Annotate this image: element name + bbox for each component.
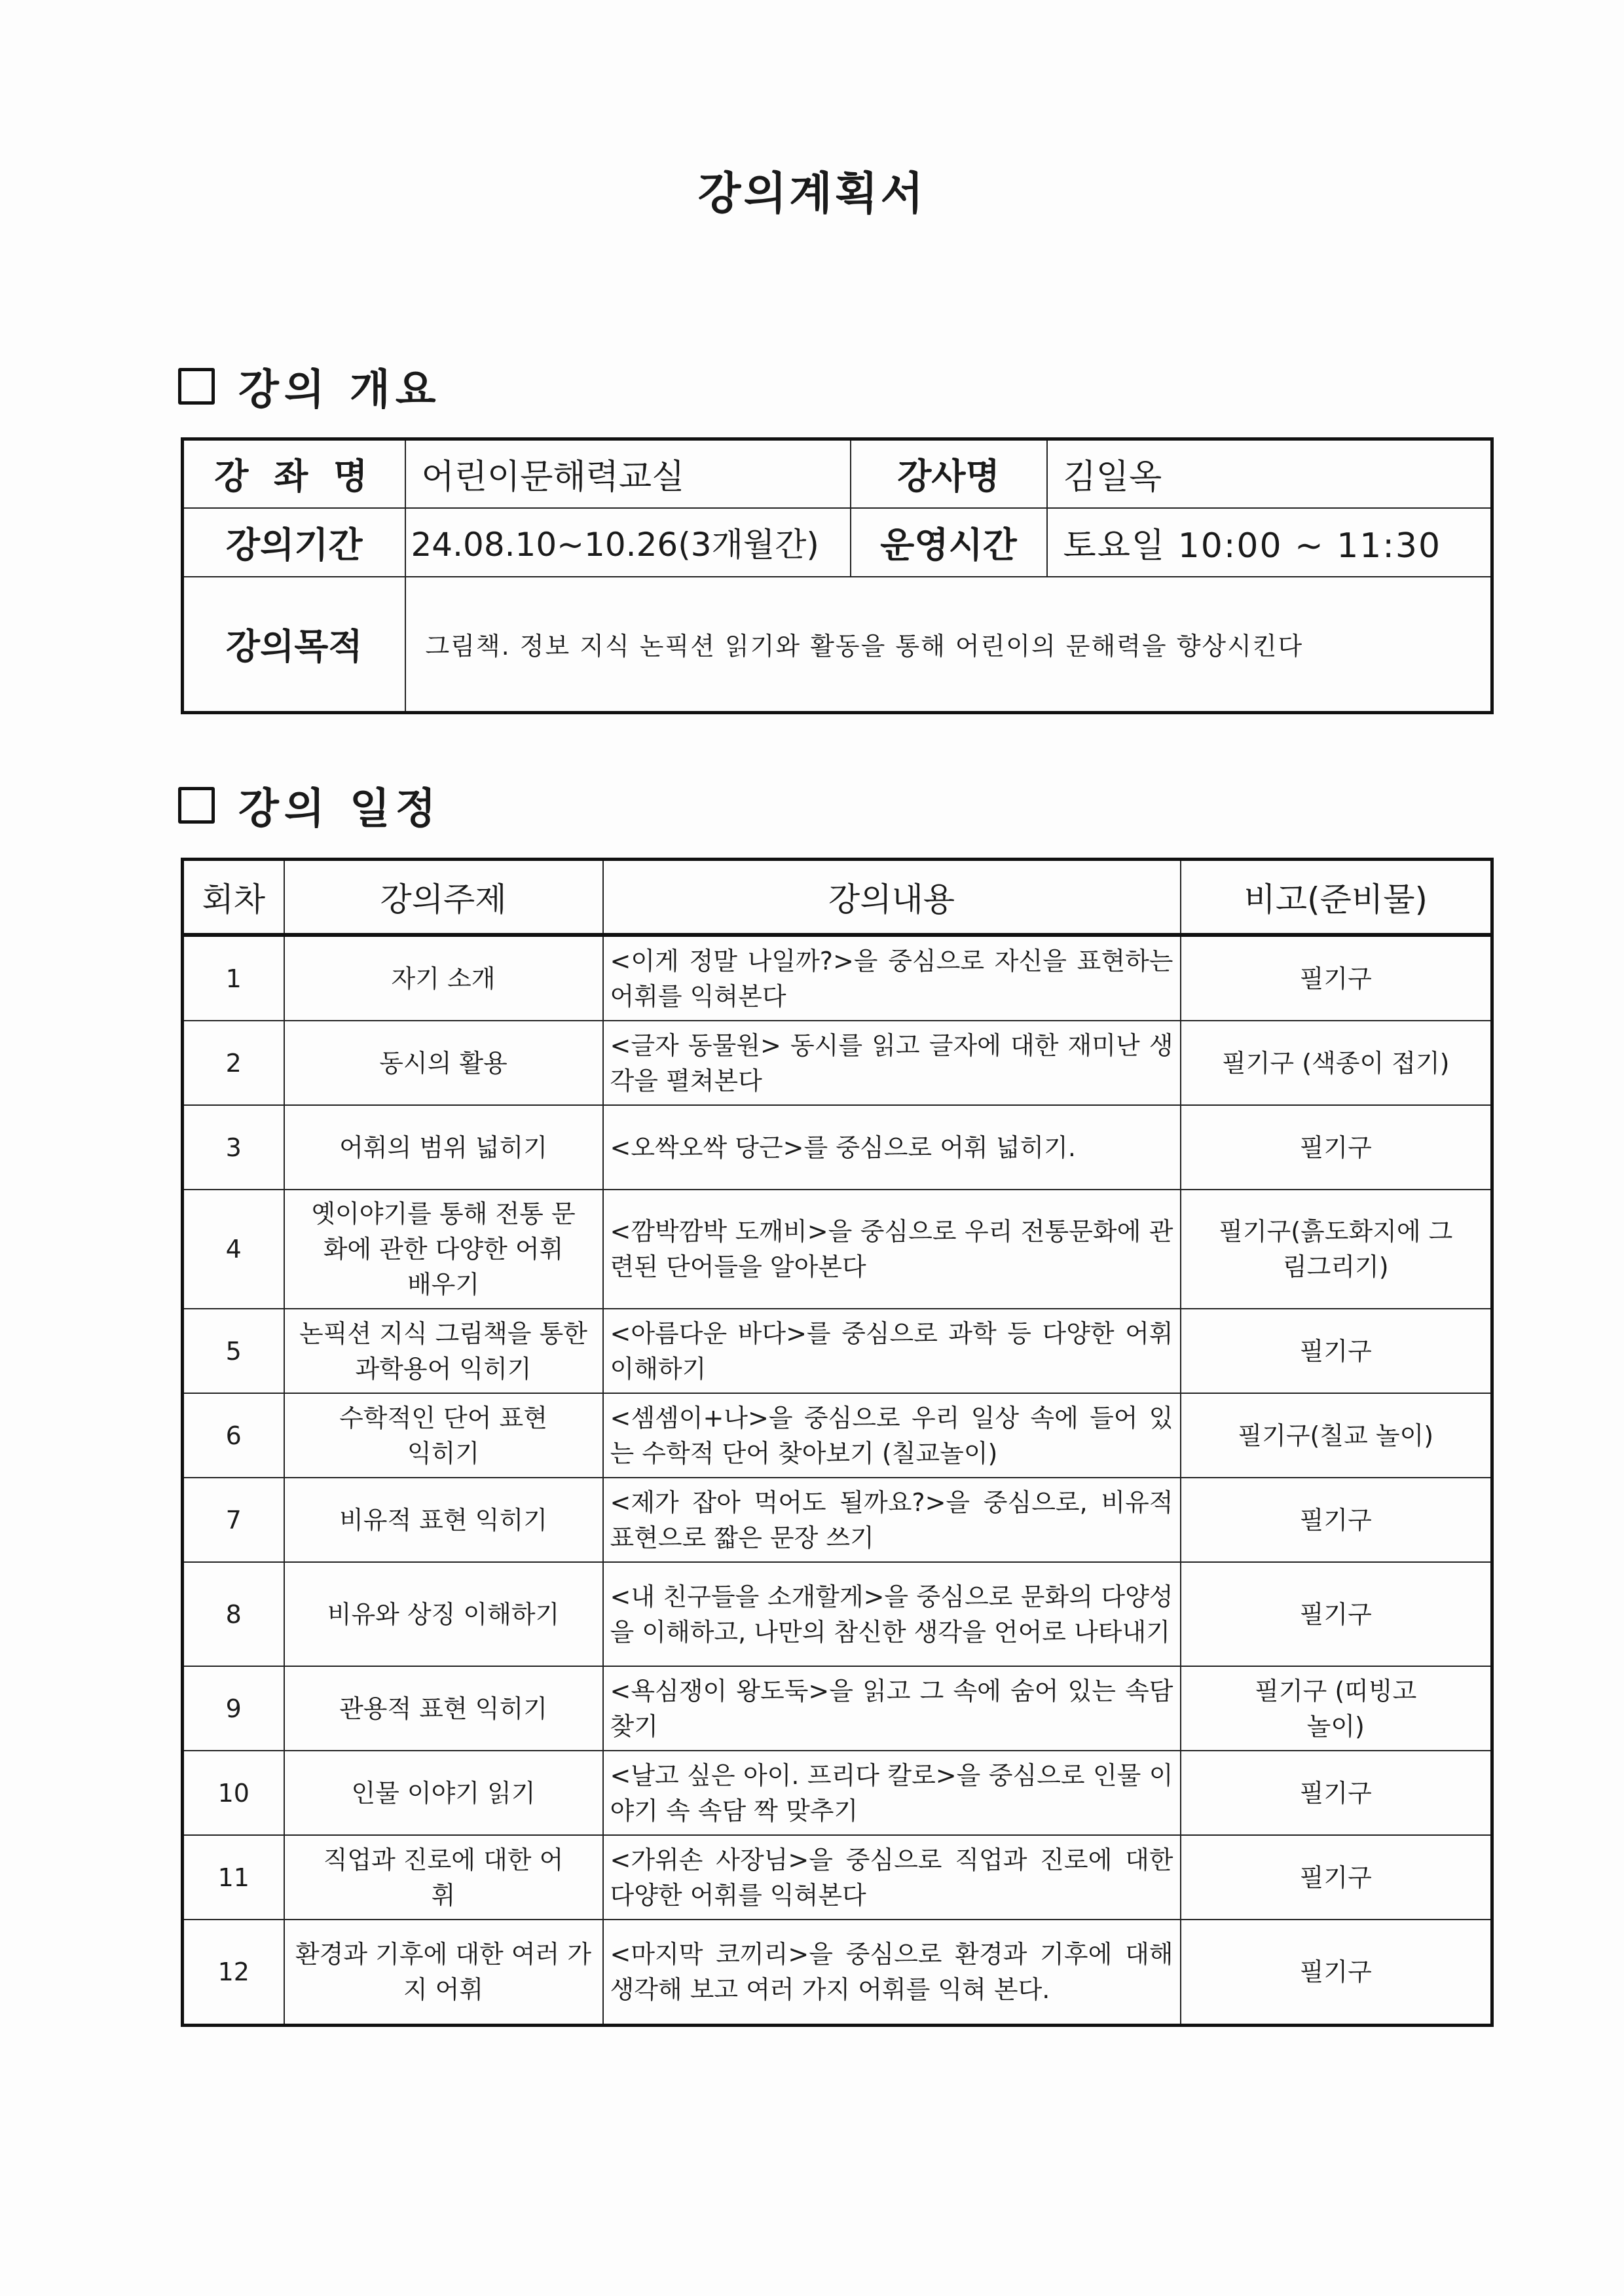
session-note: 필기구 bbox=[1181, 1478, 1492, 1562]
header-session-no: 회차 bbox=[183, 860, 284, 936]
session-content: <날고 싶은 아이. 프리다 칼로>을 중심으로 인물 이야기 속 속담 짝 맞추기 bbox=[603, 1751, 1181, 1835]
session-note: 필기구 bbox=[1181, 1751, 1492, 1835]
section-heading-schedule-text: 강의 일정 bbox=[238, 784, 441, 833]
session-content: <셈셈이+나>을 중심으로 우리 일상 속에 들어 있는 수학적 단어 찾아보기 (칠교놀이) bbox=[603, 1393, 1181, 1478]
session-note: 필기구 bbox=[1181, 1309, 1492, 1393]
purpose-value: 그림책. 정보 지식 논픽션 읽기와 활동을 통해 어린이의 문해력을 향상시킨다 bbox=[405, 577, 1492, 713]
header-note: 비고(준비물) bbox=[1181, 860, 1492, 936]
overview-row-period bbox=[183, 508, 1492, 577]
period-value: 24.08.10~10.26(3개월간) bbox=[405, 508, 851, 577]
operating-time-value: 토요일 10:00 ~ 11:30 bbox=[1047, 508, 1492, 577]
session-no: 11 bbox=[183, 1835, 284, 1920]
overview-row-course bbox=[183, 439, 1492, 508]
checkbox-square-icon bbox=[178, 368, 215, 405]
overview-table bbox=[181, 437, 1494, 714]
session-no: 3 bbox=[183, 1105, 284, 1190]
period-label: 강의기간 bbox=[183, 508, 405, 577]
overview-row-purpose bbox=[183, 577, 1492, 713]
session-topic: 비유와 상징 이해하기 bbox=[284, 1562, 603, 1666]
session-note: 필기구 bbox=[1181, 1835, 1492, 1920]
session-note: 필기구 bbox=[1181, 1562, 1492, 1666]
table-row bbox=[183, 1835, 1492, 1920]
session-note: 필기구 bbox=[1181, 935, 1492, 1021]
session-note: 필기구 (띠빙고 놀이) bbox=[1181, 1666, 1492, 1751]
session-content: <마지막 코끼리>을 중심으로 환경과 기후에 대해 생각해 보고 여러 가지 어휘를 익혀 본다. bbox=[603, 1920, 1181, 2026]
session-content: <깜박깜박 도깨비>을 중심으로 우리 전통문화에 관련된 단어들을 알아본다 bbox=[603, 1190, 1181, 1309]
session-content: <글자 동물원> 동시를 읽고 글자에 대한 재미난 생각을 펼쳐본다 bbox=[603, 1021, 1181, 1105]
session-topic: 논픽션 지식 그림책을 통한 과학용어 익히기 bbox=[284, 1309, 603, 1393]
session-no: 4 bbox=[183, 1190, 284, 1309]
session-content: <제가 잡아 먹어도 될까요?>을 중심으로, 비유적 표현으로 짧은 문장 쓰기 bbox=[603, 1478, 1181, 1562]
session-topic: 비유적 표현 익히기 bbox=[284, 1478, 603, 1562]
session-no: 8 bbox=[183, 1562, 284, 1666]
session-note: 필기구(칠교 놀이) bbox=[1181, 1393, 1492, 1478]
session-topic: 직업과 진로에 대한 어휘 bbox=[284, 1835, 603, 1920]
session-note: 필기구 bbox=[1181, 1920, 1492, 2026]
session-note: 필기구 bbox=[1181, 1105, 1492, 1190]
schedule-header-row bbox=[183, 860, 1492, 936]
purpose-label: 강의목적 bbox=[183, 577, 405, 713]
session-no: 2 bbox=[183, 1021, 284, 1105]
section-heading-overview bbox=[178, 360, 441, 412]
table-row bbox=[183, 1478, 1492, 1562]
table-row bbox=[183, 1751, 1492, 1835]
session-no: 7 bbox=[183, 1478, 284, 1562]
header-content: 강의내용 bbox=[603, 860, 1181, 936]
session-content: <아름다운 바다>를 중심으로 과학 등 다양한 어휘 이해하기 bbox=[603, 1309, 1181, 1393]
session-topic: 어휘의 범위 넓히기 bbox=[284, 1105, 603, 1190]
session-topic: 옛이야기를 통해 전통 문화에 관한 다양한 어휘 배우기 bbox=[284, 1190, 603, 1309]
session-no: 12 bbox=[183, 1920, 284, 2026]
table-row bbox=[183, 1393, 1492, 1478]
header-topic: 강의주제 bbox=[284, 860, 603, 936]
session-topic: 동시의 활용 bbox=[284, 1021, 603, 1105]
session-content: <내 친구들을 소개할게>을 중심으로 문화의 다양성을 이해하고, 나만의 참신한 생각을 언어로 나타내기 bbox=[603, 1562, 1181, 1666]
instructor-label: 강사명 bbox=[851, 439, 1047, 508]
session-no: 9 bbox=[183, 1666, 284, 1751]
session-content: <가위손 사장님>을 중심으로 직업과 진로에 대한 다양한 어휘를 익혀본다 bbox=[603, 1835, 1181, 1920]
session-content: <오싹오싹 당근>를 중심으로 어휘 넓히기. bbox=[603, 1105, 1181, 1190]
section-heading-overview-text: 강의 개요 bbox=[238, 365, 441, 414]
session-note: 필기구 (색종이 접기) bbox=[1181, 1021, 1492, 1105]
table-row bbox=[183, 1190, 1492, 1309]
table-row bbox=[183, 1920, 1492, 2026]
document-title: 강의계획서 bbox=[697, 168, 927, 220]
course-name-label: 강 좌 명 bbox=[183, 439, 405, 508]
operating-time-label: 운영시간 bbox=[851, 508, 1047, 577]
instructor-value: 김일옥 bbox=[1047, 439, 1492, 508]
section-heading-schedule bbox=[178, 779, 441, 831]
session-no: 10 bbox=[183, 1751, 284, 1835]
session-topic: 관용적 표현 익히기 bbox=[284, 1666, 603, 1751]
table-row bbox=[183, 1309, 1492, 1393]
checkbox-square-icon bbox=[178, 787, 215, 824]
session-no: 5 bbox=[183, 1309, 284, 1393]
table-row bbox=[183, 1666, 1492, 1751]
session-content: <욕심쟁이 왕도둑>을 읽고 그 속에 숨어 있는 속담 찾기 bbox=[603, 1666, 1181, 1751]
table-row bbox=[183, 1562, 1492, 1666]
session-no: 6 bbox=[183, 1393, 284, 1478]
session-topic: 환경과 기후에 대한 여러 가지 어휘 bbox=[284, 1920, 603, 2026]
course-name-value: 어린이문해력교실 bbox=[405, 439, 851, 508]
table-row bbox=[183, 1105, 1492, 1190]
session-topic: 인물 이야기 읽기 bbox=[284, 1751, 603, 1835]
session-content: <이게 정말 나일까?>을 중심으로 자신을 표현하는 어휘를 익혀본다 bbox=[603, 935, 1181, 1021]
schedule-table bbox=[181, 858, 1494, 2027]
table-row bbox=[183, 935, 1492, 1021]
session-topic: 자기 소개 bbox=[284, 935, 603, 1021]
session-no: 1 bbox=[183, 935, 284, 1021]
session-note: 필기구(흙도화지에 그림그리기) bbox=[1181, 1190, 1492, 1309]
table-row bbox=[183, 1021, 1492, 1105]
session-topic: 수학적인 단어 표현 익히기 bbox=[284, 1393, 603, 1478]
